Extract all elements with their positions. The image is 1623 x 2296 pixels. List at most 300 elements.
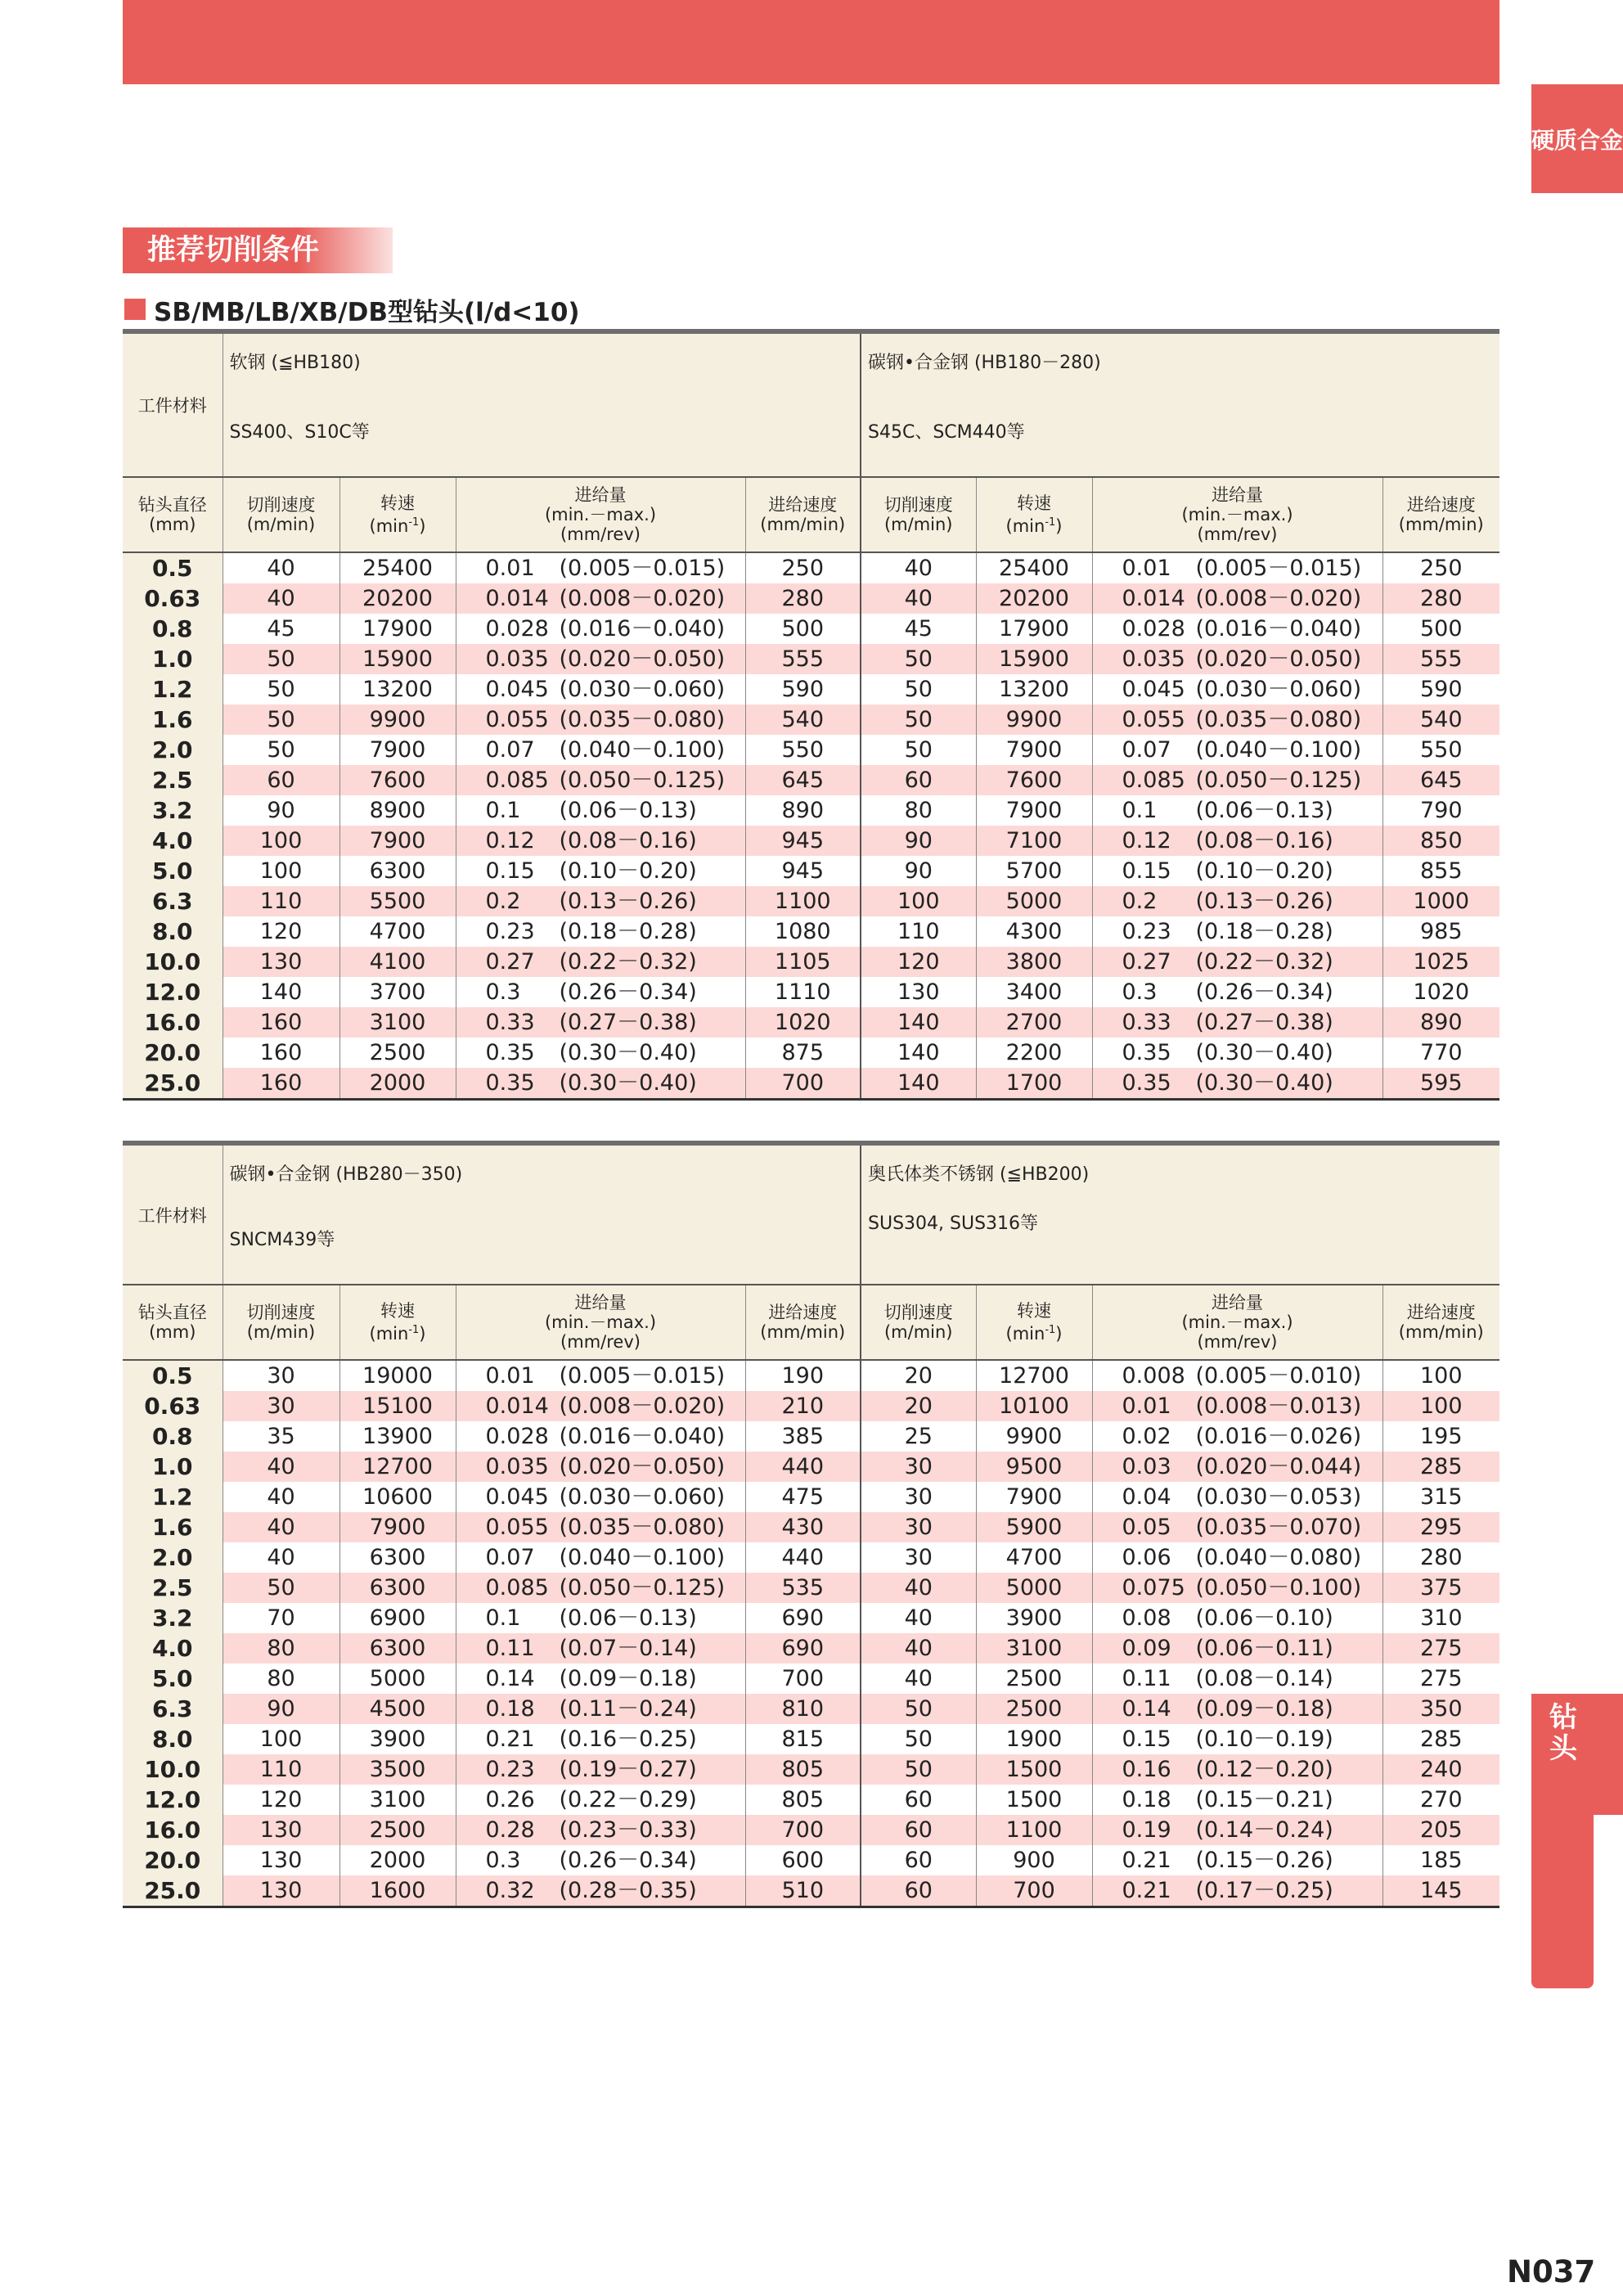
feed-range: (0.050－0.125) — [1195, 768, 1362, 793]
feed-rate-cell: 250 — [1419, 556, 1463, 581]
cutting-speed-cell: 40 — [223, 1452, 339, 1482]
cutting-speed-cell: 50 — [861, 674, 976, 705]
feed-range: (0.10－0.20) — [559, 858, 697, 884]
side-tab-carbide-label: 硬质合金 — [1531, 126, 1623, 154]
feed-nominal: 0.008 — [1122, 1363, 1185, 1389]
feed-nominal: 0.15 — [1122, 1727, 1171, 1752]
right-material-grades: SUS304, SUS316等 — [868, 1213, 1039, 1234]
table-row — [123, 977, 1499, 1007]
feed-nominal: 0.11 — [485, 1636, 535, 1661]
cutting-speed-cell: 80 — [223, 1633, 339, 1663]
feed-cell — [1092, 947, 1382, 977]
col-diameter: 钻头直径 (mm) — [123, 477, 223, 552]
feed-range: (0.030－0.060) — [1195, 677, 1362, 702]
feed-range: (0.005－0.010) — [1195, 1363, 1362, 1389]
rpm-cell: 17900 — [976, 614, 1092, 644]
feed-cell — [456, 614, 745, 644]
feed-nominal: 0.045 — [1122, 677, 1185, 702]
feed-cell — [1092, 614, 1382, 644]
feed-range: (0.15－0.26) — [1195, 1848, 1333, 1873]
feed-nominal: 0.03 — [1122, 1454, 1171, 1479]
feed-range: (0.008－0.013) — [1195, 1393, 1362, 1419]
feed-range: (0.27－0.38) — [1195, 1010, 1333, 1035]
feed-rate-cell: 540 — [1382, 705, 1499, 735]
feed-rate-cell: 790 — [1419, 798, 1463, 823]
feed-rate-cell: 190 — [745, 1360, 861, 1391]
rpm-cell: 3500 — [339, 1754, 456, 1785]
feed-rate-cell: 690 — [745, 1603, 861, 1633]
rpm-cell: 7600 — [339, 765, 456, 795]
feed-cell — [456, 1815, 745, 1845]
table-row — [123, 674, 1499, 705]
feed-cell — [1092, 1754, 1382, 1785]
feed-nominal: 0.3 — [1122, 979, 1158, 1005]
feed-rate-cell: 145 — [1382, 1875, 1499, 1907]
feed-cell — [1092, 1452, 1382, 1482]
left-material-name: 软钢 (≦HB180) — [229, 353, 361, 373]
feed-rate-cell: 700 — [745, 1815, 861, 1845]
cutting-speed-cell: 35 — [223, 1421, 339, 1452]
feed-rate-cell: 375 — [1382, 1573, 1499, 1603]
feed-cell — [1092, 856, 1382, 886]
drill-diameter-cell: 0.8 — [123, 1421, 223, 1452]
rpm-cell: 6300 — [339, 856, 456, 886]
feed-nominal: 0.35 — [1122, 1040, 1171, 1065]
feed-nominal: 0.14 — [485, 1666, 535, 1691]
right-material-name: 奥氏体类不锈钢 (≦HB200) — [868, 1164, 1090, 1185]
drill-diameter-cell: 5.0 — [123, 856, 223, 886]
cutting-speed-cell: 40 — [861, 1573, 976, 1603]
right-material-name: 碳钢•合金钢 (HB180－280) — [868, 353, 1101, 373]
feed-range: (0.23－0.33) — [559, 1817, 697, 1843]
feed-rate-cell: 240 — [1382, 1754, 1499, 1785]
feed-rate-cell: 1020 — [745, 1007, 861, 1038]
rpm-cell: 9900 — [976, 705, 1092, 735]
feed-rate-cell: 805 — [745, 1754, 861, 1785]
feed-nominal: 0.035 — [485, 646, 549, 672]
cutting-speed-cell: 40 — [223, 552, 339, 583]
col-speed-right: 切削速度 (m/min) — [861, 1285, 976, 1360]
feed-range: (0.27－0.38) — [559, 1010, 697, 1035]
rpm-cell: 9500 — [976, 1452, 1092, 1482]
rpm-cell: 3400 — [976, 977, 1092, 1007]
feed-nominal: 0.035 — [1122, 646, 1185, 672]
feed-nominal: 0.014 — [485, 586, 549, 611]
cutting-speed-cell: 160 — [223, 1007, 339, 1038]
feed-cell — [1092, 916, 1382, 947]
col-rpm-right: 转速 $(\min^{-1})$ — [976, 1285, 1092, 1360]
table-row — [123, 947, 1499, 977]
table-subtitle — [124, 293, 580, 326]
cutting-speed-cell: 90 — [223, 795, 339, 826]
col-feed-left: 进给量 (min.－max.) (mm/rev) — [456, 477, 745, 552]
feed-cell — [456, 1482, 745, 1512]
table-row — [123, 1845, 1499, 1875]
feed-nominal: 0.055 — [485, 707, 549, 732]
feed-nominal: 0.02 — [1122, 1424, 1171, 1449]
cutting-speed-cell: 60 — [861, 1875, 976, 1907]
section-title: 推荐切削条件 — [123, 227, 393, 273]
table-row — [123, 1785, 1499, 1815]
feed-cell — [456, 1785, 745, 1815]
feed-rate-cell: 810 — [745, 1694, 861, 1724]
rpm-cell: 2500 — [339, 1815, 456, 1845]
drill-diameter-cell: 1.2 — [123, 674, 223, 705]
feed-nominal: 0.04 — [1122, 1484, 1171, 1510]
feed-nominal: 0.16 — [1122, 1757, 1171, 1782]
feed-nominal: 0.1 — [1122, 798, 1158, 823]
rpm-cell: 3800 — [976, 947, 1092, 977]
table-row — [123, 1512, 1499, 1542]
feed-range: (0.06－0.13) — [559, 1605, 697, 1631]
feed-nominal: 0.21 — [485, 1727, 535, 1752]
feed-range: (0.050－0.100) — [1195, 1575, 1362, 1600]
feed-rate-cell: 600 — [745, 1845, 861, 1875]
feed-range: (0.020－0.044) — [1195, 1454, 1362, 1479]
drill-diameter-cell: 25.0 — [123, 1068, 223, 1100]
rpm-cell: 2200 — [976, 1038, 1092, 1068]
feed-nominal: 0.2 — [485, 889, 521, 914]
table-row — [123, 1694, 1499, 1724]
table-row — [123, 856, 1499, 886]
feed-nominal: 0.01 — [1122, 556, 1171, 581]
feed-cell — [456, 826, 745, 856]
feed-range: (0.050－0.125) — [559, 1575, 726, 1600]
rpm-cell: 1600 — [339, 1875, 456, 1907]
feed-range: (0.020－0.050) — [1195, 646, 1362, 672]
feed-rate-cell: 945 — [745, 826, 861, 856]
feed-rate-cell: 535 — [745, 1573, 861, 1603]
table-row — [123, 705, 1499, 735]
table-row — [123, 1542, 1499, 1573]
feed-range: (0.13－0.26) — [559, 889, 697, 914]
feed-cell — [456, 856, 745, 886]
feed-rate-cell: 440 — [745, 1452, 861, 1482]
col-speed-left: 切削速度 (m/min) — [223, 477, 339, 552]
material-label: 工件材料 — [123, 1146, 223, 1285]
feed-nominal: 0.014 — [1122, 586, 1185, 611]
rpm-cell: 2000 — [339, 1068, 456, 1100]
feed-cell — [456, 1360, 745, 1391]
cutting-speed-cell: 140 — [861, 1007, 976, 1038]
feed-nominal: 0.11 — [1122, 1666, 1171, 1691]
cutting-conditions-table-1 — [123, 329, 1499, 1101]
feed-cell — [1092, 1663, 1382, 1694]
feed-nominal: 0.085 — [485, 768, 549, 793]
feed-rate-cell: 500 — [745, 614, 861, 644]
feed-cell — [456, 1573, 745, 1603]
rpm-cell: 1100 — [976, 1815, 1092, 1845]
feed-rate-cell: 205 — [1382, 1815, 1499, 1845]
cutting-speed-cell: 120 — [861, 947, 976, 977]
rpm-cell: 5000 — [976, 886, 1092, 916]
rpm-cell: 9900 — [976, 1421, 1092, 1452]
col-speed-left: 切削速度 (m/min) — [223, 1285, 339, 1360]
feed-range: (0.030－0.060) — [559, 1484, 726, 1510]
feed-rate-cell: 555 — [1382, 644, 1499, 674]
feed-range: (0.008－0.020) — [559, 586, 726, 611]
feed-nominal: 0.01 — [485, 556, 535, 581]
feed-range: (0.26－0.34) — [559, 1848, 697, 1873]
table-row — [123, 1452, 1499, 1482]
subtitle-text: SB/MB/LB/XB/DB型钻头(l/d<10) — [154, 297, 580, 327]
cutting-speed-cell: 50 — [223, 735, 339, 765]
feed-range: (0.30－0.40) — [559, 1070, 697, 1096]
rpm-cell: 3700 — [339, 977, 456, 1007]
feed-cell — [456, 916, 745, 947]
feed-range: (0.030－0.053) — [1195, 1484, 1362, 1510]
drill-diameter-cell: 2.5 — [123, 1573, 223, 1603]
feed-range: (0.020－0.050) — [559, 646, 726, 672]
rpm-cell: 6300 — [339, 1573, 456, 1603]
feed-rate-cell: 770 — [1419, 1040, 1463, 1065]
table-row — [123, 826, 1499, 856]
feed-rate-cell: 540 — [745, 705, 861, 735]
feed-nominal: 0.23 — [485, 919, 535, 944]
cutting-speed-cell: 25 — [861, 1421, 976, 1452]
cutting-speed-cell: 100 — [223, 1724, 339, 1754]
rpm-cell: 13200 — [976, 674, 1092, 705]
right-material — [861, 334, 1499, 477]
cutting-speed-cell: 130 — [861, 977, 976, 1007]
feed-range: (0.008－0.020) — [1195, 586, 1362, 611]
cutting-speed-cell: 50 — [861, 1724, 976, 1754]
feed-range: (0.30－0.40) — [1195, 1040, 1333, 1065]
feed-range: (0.035－0.080) — [559, 707, 726, 732]
rpm-cell: 4700 — [339, 916, 456, 947]
feed-range: (0.035－0.080) — [1195, 707, 1362, 732]
cutting-speed-cell: 160 — [223, 1068, 339, 1100]
feed-cell — [456, 1875, 745, 1907]
feed-nominal: 0.3 — [485, 1848, 521, 1873]
feed-range: (0.26－0.34) — [1195, 979, 1333, 1005]
feed-cell — [456, 1724, 745, 1754]
feed-nominal: 0.06 — [1122, 1545, 1171, 1570]
cutting-speed-cell: 40 — [861, 1633, 976, 1663]
feed-range: (0.22－0.32) — [559, 949, 697, 975]
col-feedrate-right: 进给速度 (mm/min) — [1382, 1285, 1499, 1360]
feed-rate-cell: 945 — [745, 856, 861, 886]
rpm-cell: 1500 — [976, 1785, 1092, 1815]
feed-range: (0.16－0.25) — [559, 1727, 697, 1752]
feed-cell — [456, 1038, 745, 1068]
drill-diameter-cell: 8.0 — [123, 1724, 223, 1754]
cutting-speed-cell: 50 — [861, 644, 976, 674]
cutting-speed-cell: 60 — [861, 1815, 976, 1845]
rpm-cell: 7900 — [976, 1482, 1092, 1512]
col-speed-right: 切削速度 (m/min) — [861, 477, 976, 552]
cutting-speed-cell: 80 — [861, 795, 976, 826]
rpm-cell: 7900 — [976, 795, 1092, 826]
feed-nominal: 0.01 — [1122, 1393, 1171, 1419]
feed-nominal: 0.15 — [1122, 858, 1171, 884]
feed-nominal: 0.1 — [485, 1605, 521, 1631]
side-tab-carbide[interactable] — [1531, 84, 1623, 193]
column-header-row — [123, 477, 1499, 552]
cutting-speed-cell: 20 — [861, 1391, 976, 1421]
col-rpm-left: 转速 $(\min^{-1})$ — [339, 477, 456, 552]
rpm-cell: 12700 — [339, 1452, 456, 1482]
feed-nominal: 0.07 — [1122, 737, 1171, 763]
table-row — [123, 765, 1499, 795]
feed-rate-cell: 1100 — [745, 886, 861, 916]
col-diameter: 钻头直径 (mm) — [123, 1285, 223, 1360]
feed-nominal: 0.09 — [1122, 1636, 1171, 1661]
rpm-cell: 8900 — [339, 795, 456, 826]
feed-rate-cell: 385 — [745, 1421, 861, 1452]
cutting-speed-cell: 45 — [223, 614, 339, 644]
cutting-speed-cell: 60 — [223, 765, 339, 795]
rpm-cell: 7900 — [339, 1512, 456, 1542]
drill-diameter-cell: 3.2 — [123, 795, 223, 826]
feed-nominal: 0.32 — [485, 1878, 535, 1903]
feed-cell — [456, 795, 745, 826]
table-row — [123, 1007, 1499, 1038]
feed-nominal: 0.33 — [485, 1010, 535, 1035]
feed-cell — [1092, 1845, 1382, 1875]
feed-cell — [456, 1754, 745, 1785]
feed-range: (0.15－0.21) — [1195, 1787, 1333, 1812]
drill-diameter-cell: 1.0 — [123, 1452, 223, 1482]
drill-diameter-cell: 8.0 — [123, 916, 223, 947]
feed-rate-cell: 850 — [1382, 826, 1499, 856]
feed-cell — [1092, 1068, 1382, 1100]
feed-range: (0.06－0.13) — [1195, 798, 1333, 823]
rpm-cell: 2000 — [339, 1845, 456, 1875]
feed-range: (0.08－0.16) — [559, 828, 697, 853]
feed-range: (0.09－0.18) — [1195, 1696, 1333, 1722]
rpm-cell: 7900 — [339, 735, 456, 765]
feed-rate-cell: 285 — [1419, 1727, 1463, 1752]
feed-nominal: 0.12 — [485, 828, 535, 853]
feed-range: (0.06－0.11) — [1195, 1636, 1333, 1661]
side-tab-char-1: 钻 — [1549, 1701, 1577, 1734]
rpm-cell: 20200 — [339, 583, 456, 614]
feed-cell — [1092, 1542, 1382, 1573]
rpm-cell: 15100 — [339, 1391, 456, 1421]
cutting-speed-cell: 120 — [223, 1785, 339, 1815]
rpm-cell: 4500 — [339, 1694, 456, 1724]
feed-cell — [456, 1512, 745, 1542]
feed-rate-cell: 985 — [1419, 919, 1463, 944]
drill-diameter-cell: 0.5 — [123, 1360, 223, 1391]
feed-cell — [1092, 705, 1382, 735]
rpm-cell: 15900 — [976, 644, 1092, 674]
feed-range: (0.020－0.050) — [559, 1454, 726, 1479]
cutting-speed-cell: 90 — [223, 1694, 339, 1724]
cutting-speed-cell: 40 — [223, 1542, 339, 1573]
feed-nominal: 0.055 — [1122, 707, 1185, 732]
feed-nominal: 0.35 — [485, 1070, 535, 1096]
feed-nominal: 0.028 — [1122, 616, 1185, 642]
feed-rate-cell: 555 — [745, 644, 861, 674]
feed-cell — [1092, 795, 1382, 826]
feed-range: (0.030－0.060) — [559, 677, 726, 702]
feed-cell — [456, 765, 745, 795]
table-row — [123, 1815, 1499, 1845]
feed-nominal: 0.035 — [485, 1454, 549, 1479]
feed-cell — [456, 1845, 745, 1875]
feed-rate-cell: 475 — [745, 1482, 861, 1512]
rpm-cell: 7600 — [976, 765, 1092, 795]
table-row — [123, 1068, 1499, 1100]
rpm-cell: 4700 — [976, 1542, 1092, 1573]
col-feed-right: 进给量 (min.－max.) (mm/rev) — [1092, 1285, 1382, 1360]
feed-cell — [1092, 1573, 1382, 1603]
rpm-cell: 6300 — [339, 1633, 456, 1663]
col-feedrate-left: 进给速度 (mm/min) — [745, 1285, 861, 1360]
feed-nominal: 0.3 — [485, 979, 521, 1005]
feed-rate-cell: 1000 — [1382, 886, 1499, 916]
side-tab-drills[interactable] — [1531, 1694, 1623, 1988]
table-row — [123, 1633, 1499, 1663]
cutting-speed-cell: 50 — [861, 705, 976, 735]
cutting-speed-cell: 90 — [861, 826, 976, 856]
feed-nominal: 0.045 — [485, 1484, 549, 1510]
rpm-cell: 4100 — [339, 947, 456, 977]
feed-nominal: 0.085 — [1122, 768, 1185, 793]
feed-cell — [1092, 1038, 1382, 1068]
cutting-speed-cell: 30 — [861, 1482, 976, 1512]
feed-cell — [1092, 977, 1382, 1007]
feed-nominal: 0.028 — [485, 1424, 549, 1449]
feed-cell — [1092, 1694, 1382, 1724]
feed-cell — [456, 552, 745, 583]
feed-nominal: 0.07 — [485, 737, 535, 763]
cutting-speed-cell: 110 — [223, 1754, 339, 1785]
drill-diameter-cell: 0.63 — [123, 583, 223, 614]
feed-range: (0.040－0.100) — [1195, 737, 1362, 763]
feed-rate-cell: 430 — [745, 1512, 861, 1542]
col-rpm-right: 转速 $(\min^{-1})$ — [976, 477, 1092, 552]
feed-cell — [1092, 1360, 1382, 1391]
rpm-cell: 1500 — [976, 1754, 1092, 1785]
table-row — [123, 644, 1499, 674]
feed-cell — [1092, 1633, 1382, 1663]
feed-cell — [1092, 1482, 1382, 1512]
drill-diameter-cell: 16.0 — [123, 1815, 223, 1845]
drill-diameter-cell: 4.0 — [123, 1633, 223, 1663]
col-feed-left: 进给量 (min.－max.) (mm/rev) — [456, 1285, 745, 1360]
feed-cell — [456, 1633, 745, 1663]
rpm-cell: 2500 — [976, 1663, 1092, 1694]
feed-rate-cell: 440 — [745, 1542, 861, 1573]
drill-diameter-cell: 5.0 — [123, 1663, 223, 1694]
feed-nominal: 0.05 — [1122, 1515, 1171, 1540]
feed-rate-cell: 310 — [1419, 1605, 1463, 1631]
rpm-cell: 6300 — [339, 1542, 456, 1573]
feed-cell — [456, 1421, 745, 1452]
feed-rate-cell: 1020 — [1413, 979, 1470, 1005]
feed-nominal: 0.35 — [1122, 1070, 1171, 1096]
rpm-cell: 3100 — [976, 1633, 1092, 1663]
cutting-speed-cell: 50 — [223, 705, 339, 735]
table-row — [123, 583, 1499, 614]
feed-cell — [456, 1391, 745, 1421]
feed-cell — [456, 886, 745, 916]
feed-cell — [456, 977, 745, 1007]
cutting-speed-cell: 50 — [223, 674, 339, 705]
feed-range: (0.06－0.10) — [1195, 1605, 1333, 1631]
cutting-speed-cell: 100 — [861, 886, 976, 916]
feed-rate-cell: 875 — [745, 1038, 861, 1068]
top-color-band — [123, 0, 1499, 84]
rpm-cell: 25400 — [976, 552, 1092, 583]
feed-cell — [456, 1603, 745, 1633]
col-feedrate-right: 进给速度 (mm/min) — [1382, 477, 1499, 552]
feed-rate-cell: 815 — [745, 1724, 861, 1754]
right-material — [861, 1146, 1499, 1285]
